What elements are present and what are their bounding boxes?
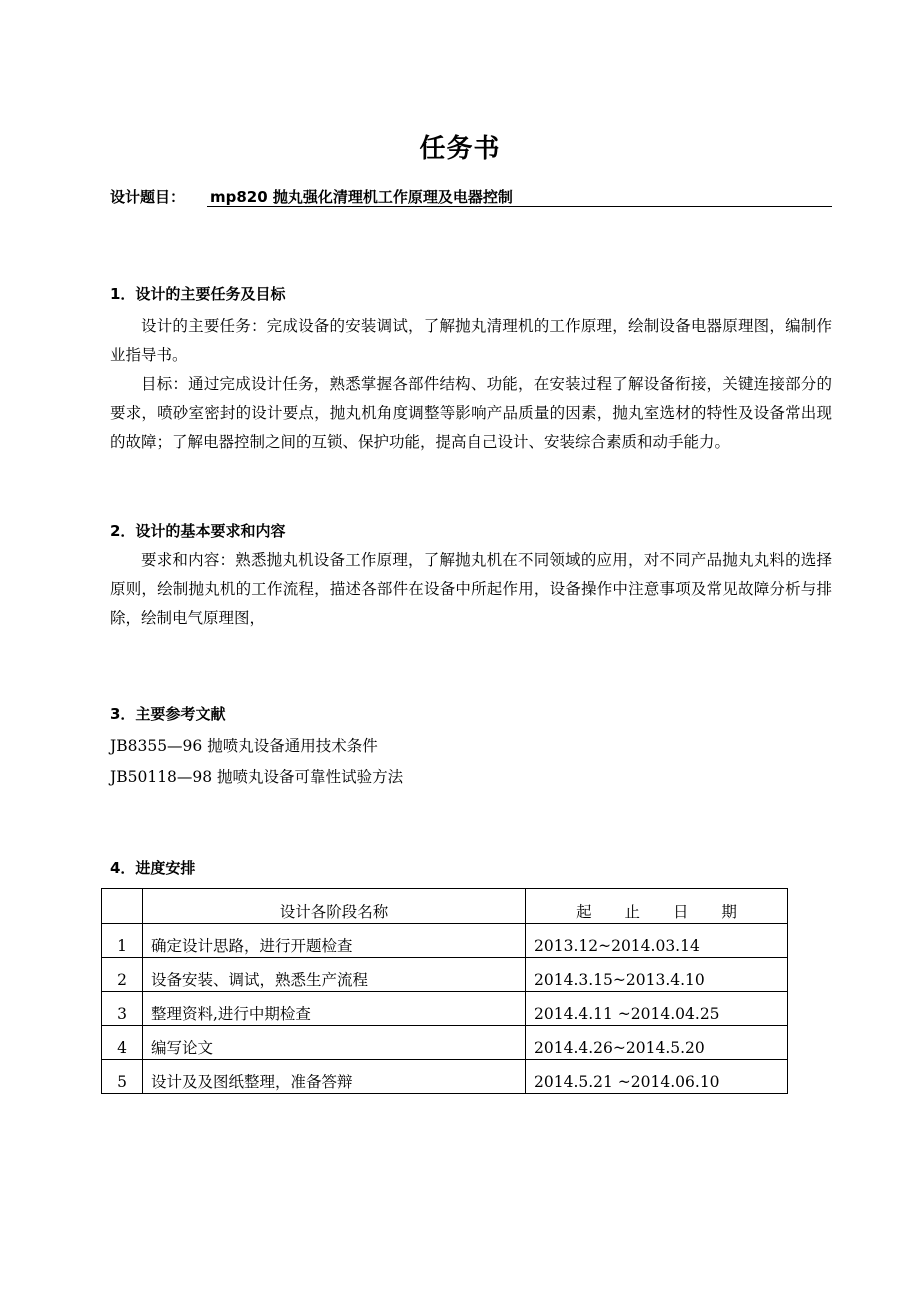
- row-stage-name: 设计及及图纸整理，准备答辩: [143, 1060, 526, 1094]
- row-date-range: 2013.12~2014.03.14: [526, 924, 788, 958]
- section-4-heading: 4．进度安排: [110, 859, 196, 877]
- row-number: 5: [102, 1060, 143, 1094]
- schedule-table: [101, 888, 788, 1094]
- header-stage-name: 设计各阶段名称: [143, 889, 526, 924]
- table-row: [102, 958, 788, 992]
- row-stage-name: 确定设计思路，进行开题检查: [143, 924, 526, 958]
- section-2-paragraph: 要求和内容：熟悉抛丸机设备工作原理，了解抛丸机在不同领域的应用，对不同产品抛丸丸料的选择原则，绘制抛丸机的工作流程，描述各部件在设备中所起作用，设备操作中注意事项及常见故障分析与排除，绘制电气原理图，: [110, 551, 832, 628]
- design-subject-value: mp820 抛丸强化清理机工作原理及电器控制: [210, 188, 513, 206]
- row-date-range: 2014.5.21 ~2014.06.10: [526, 1060, 788, 1094]
- row-date-range: 2014.4.26~2014.5.20: [526, 1026, 788, 1060]
- document-title: 任务书: [419, 134, 501, 164]
- section-1-paragraph-task: 设计的主要任务：完成设备的安装调试，了解抛丸清理机的工作原理，绘制设备电器原理图，编制作业指导书。: [110, 317, 832, 365]
- reference-item: JB50118—98 抛喷丸设备可靠性试验方法: [110, 768, 404, 786]
- subject-underline: [207, 206, 832, 207]
- table-row: [102, 1026, 788, 1060]
- table-row: [102, 924, 788, 958]
- section-3-heading: 3．主要参考文献: [110, 705, 226, 723]
- design-subject-label: 设计题目：: [110, 188, 186, 206]
- row-number: 4: [102, 1026, 143, 1060]
- row-number: 2: [102, 958, 143, 992]
- row-date-range: 2014.3.15~2013.4.10: [526, 958, 788, 992]
- reference-item: JB8355—96 抛喷丸设备通用技术条件: [110, 737, 378, 755]
- header-number: [102, 889, 143, 924]
- table-row: [102, 1060, 788, 1094]
- row-stage-name: 整理资料,进行中期检查: [143, 992, 526, 1026]
- section-1-heading: 1．设计的主要任务及目标: [110, 285, 286, 303]
- section-2-heading: 2．设计的基本要求和内容: [110, 522, 286, 540]
- row-stage-name: 设备安装、调试，熟悉生产流程: [143, 958, 526, 992]
- design-subject-row: [110, 186, 832, 208]
- row-date-range: 2014.4.11 ~2014.04.25: [526, 992, 788, 1026]
- row-number: 1: [102, 924, 143, 958]
- row-stage-name: 编写论文: [143, 1026, 526, 1060]
- table-header-row: [102, 889, 788, 924]
- section-1-paragraph-goal: 目标：通过完成设计任务，熟悉掌握各部件结构、功能，在安装过程了解设备衔接，关键连接部分的要求，喷砂室密封的设计要点，抛丸机角度调整等影响产品质量的因素，抛丸室选材的特性及设备常出现的故障；了解电器控制之间的互锁、保护功能，提高自己设计、安装综合素质和动手能力。: [110, 375, 832, 452]
- table-row: [102, 992, 788, 1026]
- header-date-range: 起 止 日 期: [526, 889, 788, 924]
- row-number: 3: [102, 992, 143, 1026]
